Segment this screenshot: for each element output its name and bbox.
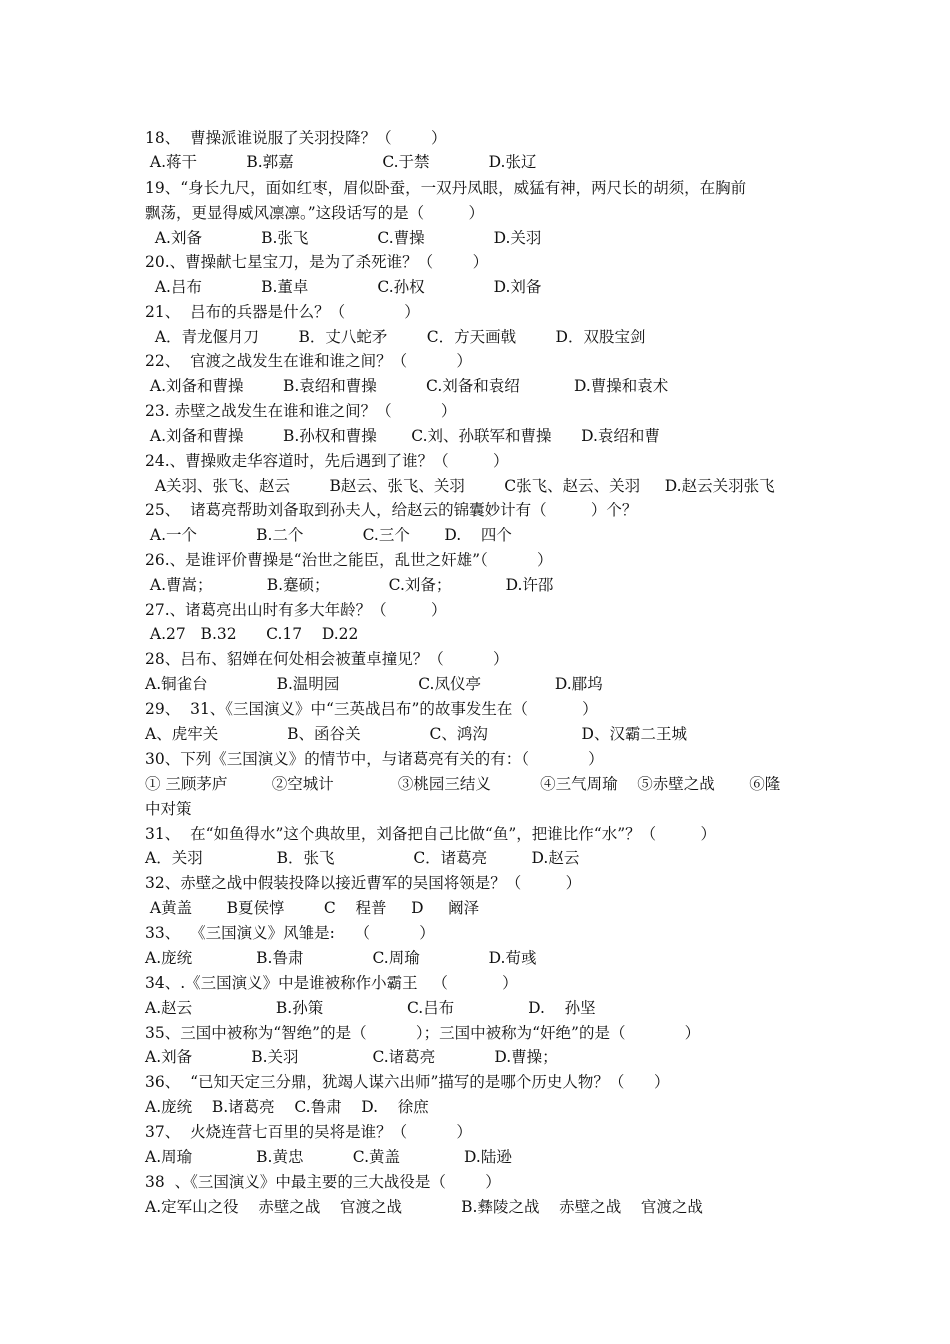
- options-35: A.刘备 B.关羽 C.诸葛亮 D.曹操；: [145, 1048, 558, 1066]
- options-33: A.庞统 B.鲁肃 C.周瑜 D.荀彧: [145, 949, 537, 967]
- question-19-part1: 19、“身长九尺，面如红枣，眉似卧蚕，一双丹凤眼，威猛有神，两尺长的胡须，在胸前: [145, 179, 747, 197]
- question-27: 27.、诸葛亮出山时有多大年龄？（ ）: [145, 601, 447, 619]
- question-35: 35、三国中被称为“智绝”的是（ ）；三国中被称为“奸绝”的是（ ）: [145, 1024, 701, 1042]
- question-25: 25、 诸葛亮帮助刘备取到孙夫人，给赵云的锦囊妙计有（ ）个？: [145, 501, 638, 519]
- options-32: A黄盖 B夏侯惇 C 程普 D 阚泽: [145, 899, 480, 917]
- options-24: A关羽、张飞、赵云 B赵云、张飞、关羽 C张飞、赵云、关羽 D.赵云关羽张飞: [145, 477, 775, 495]
- question-36: 36、 “已知天定三分鼎，犹竭人谋六出师”描写的是哪个历史人物？（ ）: [145, 1073, 670, 1091]
- question-24: 24.、曹操败走华容道时，先后遇到了谁？（ ）: [145, 452, 509, 470]
- question-22: 22、 官渡之战发生在谁和谁之间？（ ）: [145, 352, 472, 370]
- options-22: A.刘备和曹操 B.袁绍和曹操 C.刘备和袁绍 D.曹操和袁术: [145, 377, 669, 395]
- options-37: A.周瑜 B.黄忠 C.黄盖 D.陆逊: [145, 1148, 512, 1166]
- options-21: A．青龙偃月刀 B．丈八蛇矛 C．方天画戟 D．双股宝剑: [145, 328, 646, 346]
- options-26: A.曹嵩； B.蹇硕； C.刘备； D.许邵: [145, 576, 554, 594]
- options-23: A.刘备和曹操 B.孙权和曹操 C.刘、孙联军和曹操 D.袁绍和曹: [145, 427, 660, 445]
- question-38: 38 、《三国演义》中最主要的三大战役是（ ）: [145, 1173, 501, 1191]
- options-30-part1: ① 三顾茅庐 ②空城计 ③桃园三结义 ④三气周瑜 ⑤赤壁之战 ⑥隆: [145, 775, 781, 793]
- question-26: 26.、是谁评价曹操是“治世之能臣，乱世之奸雄”（ ）: [145, 551, 553, 569]
- options-20: A.吕布 B.董卓 C.孙权 D.刘备: [145, 278, 542, 296]
- options-18: A.蒋干 B.郭嘉 C.于禁 D.张辽: [145, 153, 537, 171]
- question-28: 28、吕布、貂婵在何处相会被董卓撞见？（ ）: [145, 650, 509, 668]
- options-27: A.27 B.32 C.17 D.22: [145, 625, 359, 643]
- question-37: 37、 火烧连营七百里的吴将是谁？（ ）: [145, 1123, 472, 1141]
- question-34: 34、.《三国演义》中是谁被称作小霸王 （ ）: [145, 974, 518, 992]
- question-21: 21、 吕布的兵器是什么？（ ）: [145, 303, 420, 321]
- question-29: 29、 31、《三国演义》中“三英战吕布”的故事发生在（ ）: [145, 700, 598, 718]
- question-32: 32、赤壁之战中假装投降以接近曹军的吴国将领是？（ ）: [145, 874, 582, 892]
- options-19: A.刘备 B.张飞 C.曹操 D.关羽: [145, 229, 542, 247]
- question-18: 18、 曹操派谁说服了关羽投降？（ ）: [145, 129, 447, 147]
- question-31: 31、 在“如鱼得水”这个典故里，刘备把自己比做“鱼”，把谁比作“水”？（ ）: [145, 825, 716, 843]
- options-25: A.一个 B.二个 C.三个 D. 四个: [145, 526, 512, 544]
- question-23: 23. 赤壁之战发生在谁和谁之间？（ ）: [145, 402, 457, 420]
- options-28: A.铜雀台 B.温明园 C.凤仪亭 D.郿坞: [145, 675, 603, 693]
- options-30-part2: 中对策: [145, 800, 192, 818]
- question-19-part2: 飘荡，更显得威风凛凛。”这段话写的是（ ）: [145, 204, 485, 222]
- question-33: 33、 《三国演义》风雏是: （ ）: [145, 924, 435, 942]
- options-34: A.赵云 B.孙策 C.吕布 D. 孙坚: [145, 999, 596, 1017]
- options-29: A、虎牢关 B、函谷关 C、鸿沟 D、汉霸二王城: [145, 725, 687, 743]
- question-20: 20.、曹操献七星宝刀，是为了杀死谁？（ ）: [145, 253, 489, 271]
- options-36: A.庞统 B.诸葛亮 C.鲁肃 D. 徐庶: [145, 1098, 429, 1116]
- question-30: 30、下列《三国演义》的情节中，与诸葛亮有关的有：（ ）: [145, 750, 604, 768]
- options-38: A.定军山之役 赤壁之战 官渡之战 B.彝陵之战 赤壁之战 官渡之战: [145, 1198, 703, 1216]
- options-31: A．关羽 B．张飞 C．诸葛亮 D.赵云: [145, 849, 580, 867]
